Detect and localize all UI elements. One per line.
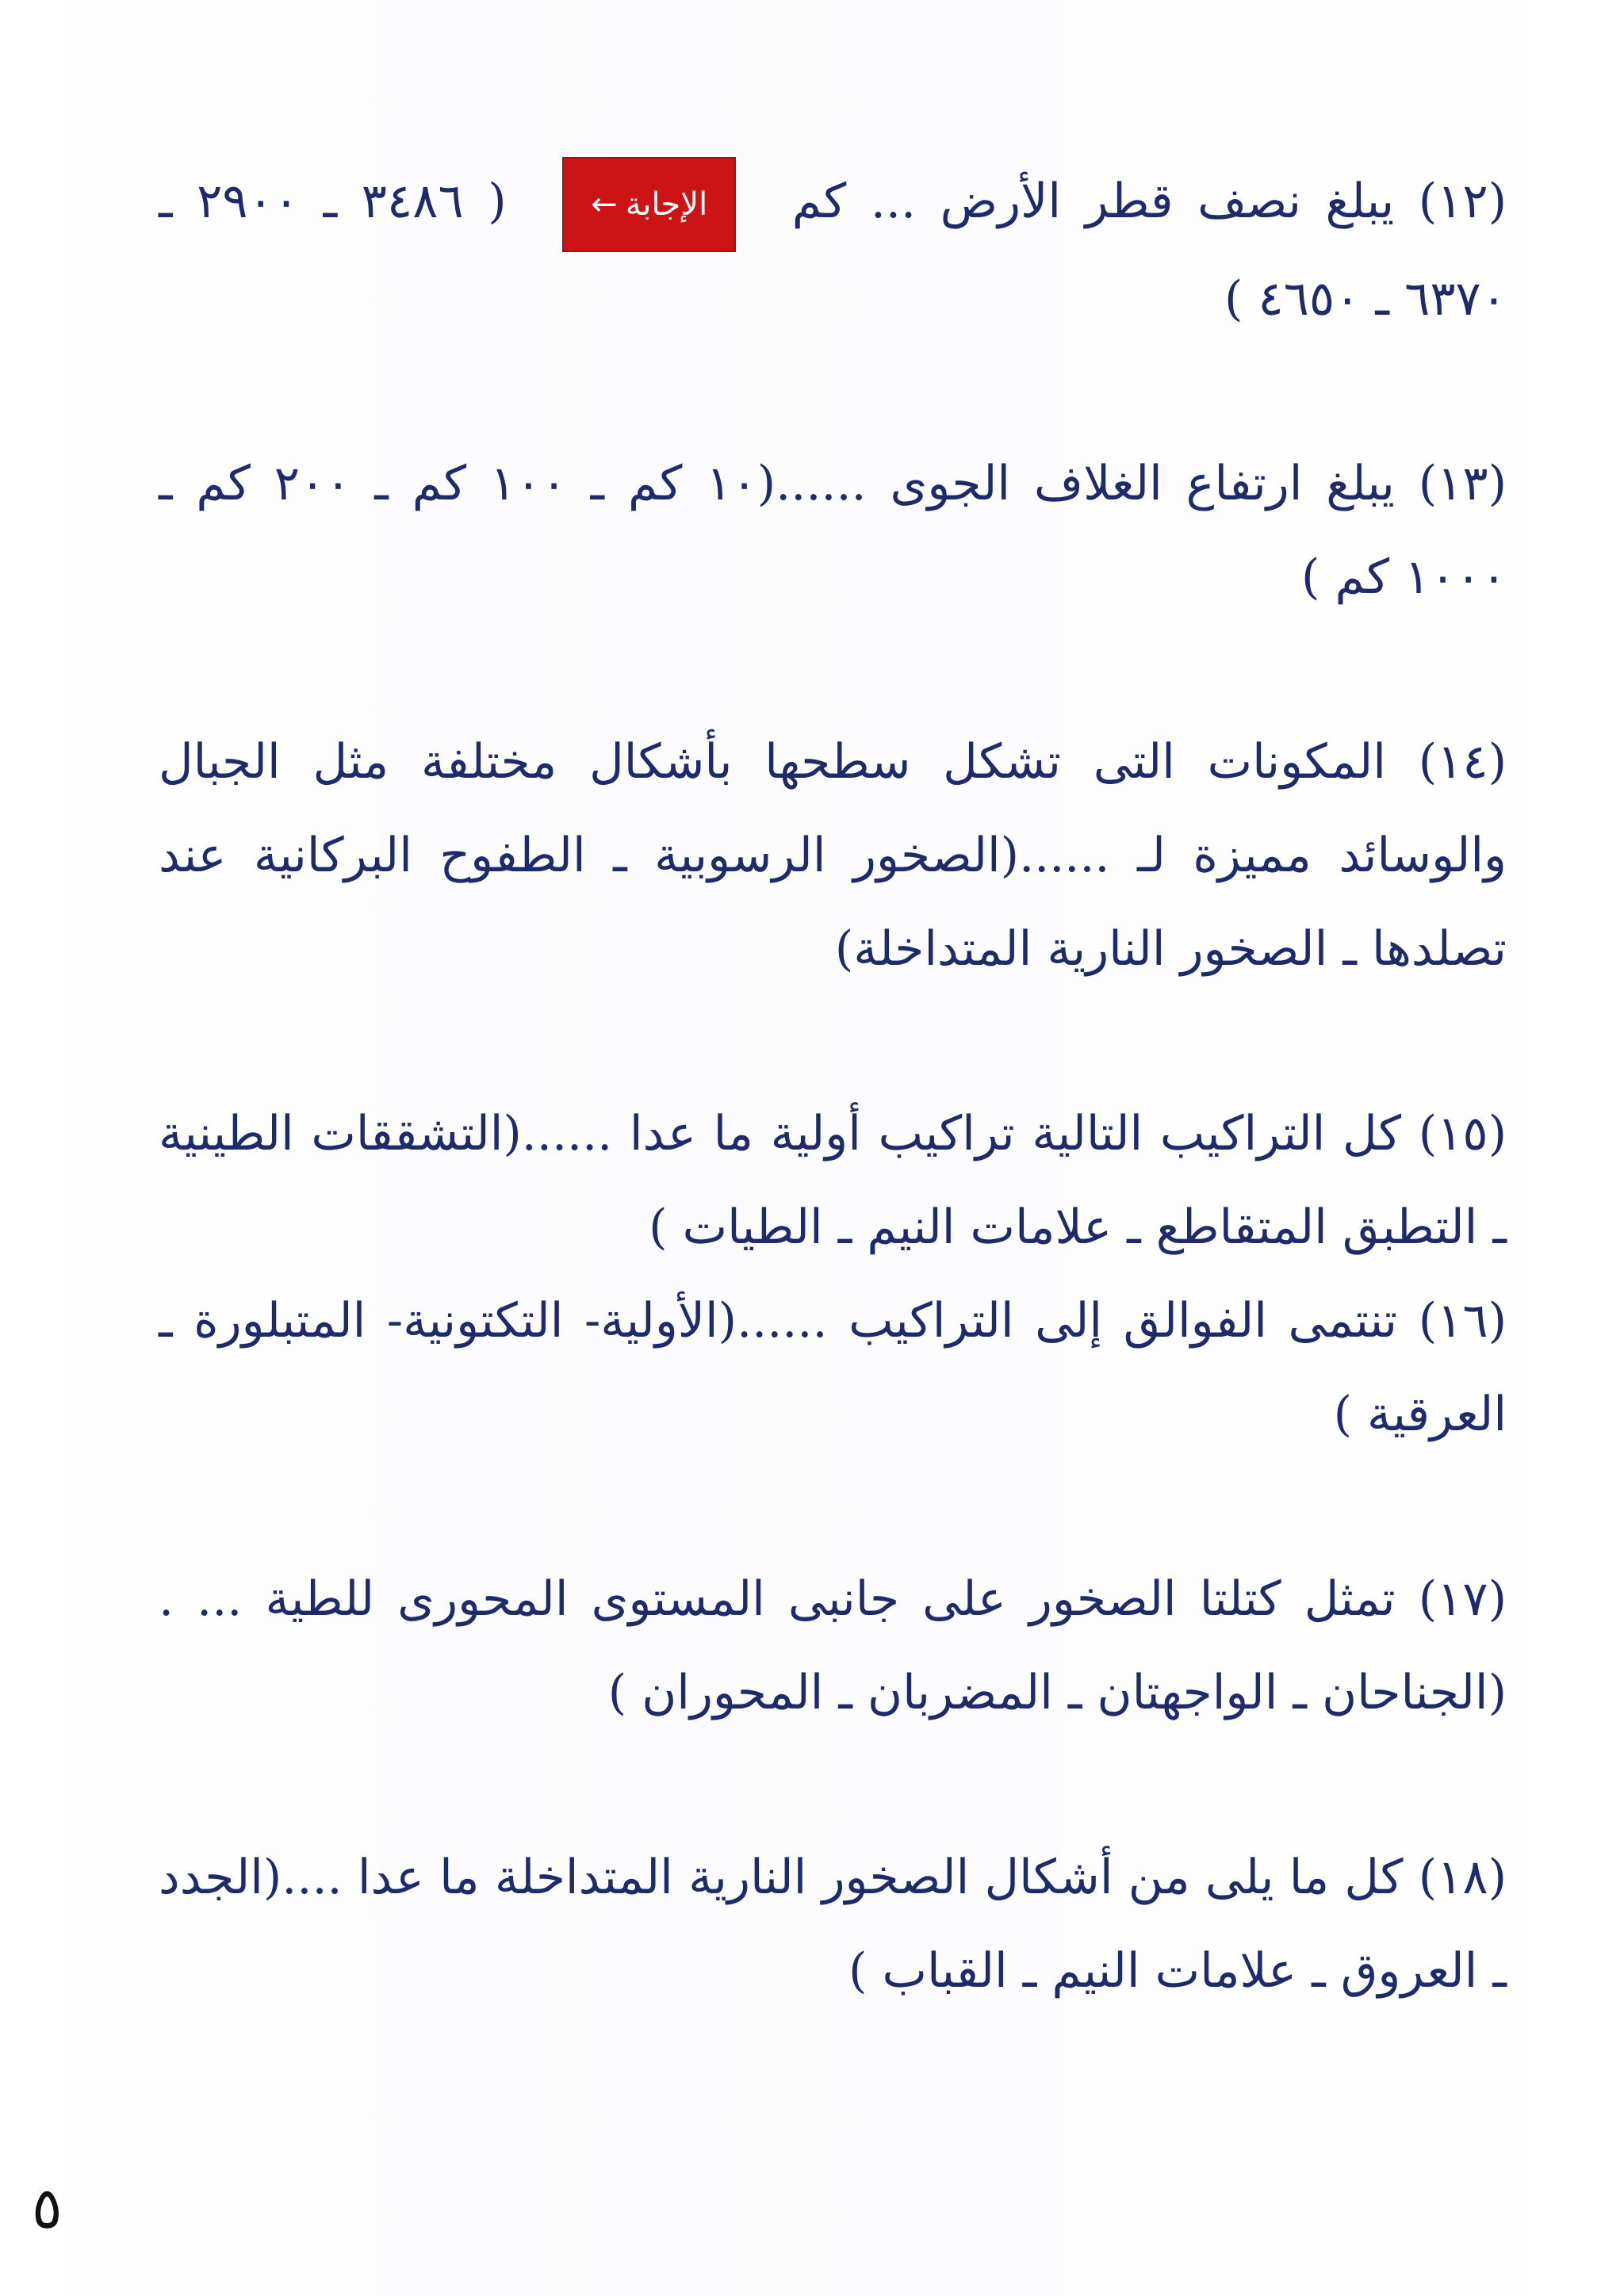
arrow-left-icon: ←: [591, 186, 618, 224]
question-15: (١٥) كل التراكيب التالية تراكيب أولية ما عدا ......(التشققات الطينية ـ التطبق المتقاطع ـ علامات النيم ـ الطيات ): [159, 1106, 1507, 1256]
question-13: (١٣) يبلغ ارتفاع الغلاف الجوى ......(١٠ كم ـ ١٠٠ كم ـ ٢٠٠ كم ـ ١٠٠٠ كم ): [159, 456, 1507, 606]
question-18: (١٨) كل ما يلى من أشكال الصخور النارية المتداخلة ما عدا ....(الجدد ـ العروق ـ علامات النيم ـ القباب ): [159, 1850, 1507, 1999]
answer-button-label: الإجابة: [625, 186, 708, 224]
question-16: (١٦) تنتمى الفوالق إلى التراكيب ......(الأولية- التكتونية- المتبلورة ـ العرقية ): [159, 1293, 1507, 1443]
question-12: [159, 155, 1507, 346]
question-12-options: ( ٣٤٨٦ ـ ٢٩٠٠ ـ ٦٣٧٠ ـ ٤٦٥٠ ): [159, 174, 1507, 327]
answer-button[interactable]: [562, 157, 736, 252]
question-17: (١٧) تمثل كتلتا الصخور على جانبى المستوى المحورى للطية ... .(الجناحان ـ الواجهتان ـ المضربان ـ المحوران ): [159, 1571, 1507, 1721]
question-12-text: (١٢) يبلغ نصف قطر الأرض ... كم: [791, 174, 1507, 229]
question-14: (١٤) المكونات التى تشكل سطحها بأشكال مختلفة مثل الجبال والوسائد مميزة لـ ......(الصخور الرسوبية ـ الطفوح البركانية عند تصلدها ـ الصخور النارية المتداخلة): [159, 734, 1507, 978]
questions-list: [159, 155, 1507, 2018]
page-number: ٥: [32, 2175, 63, 2241]
